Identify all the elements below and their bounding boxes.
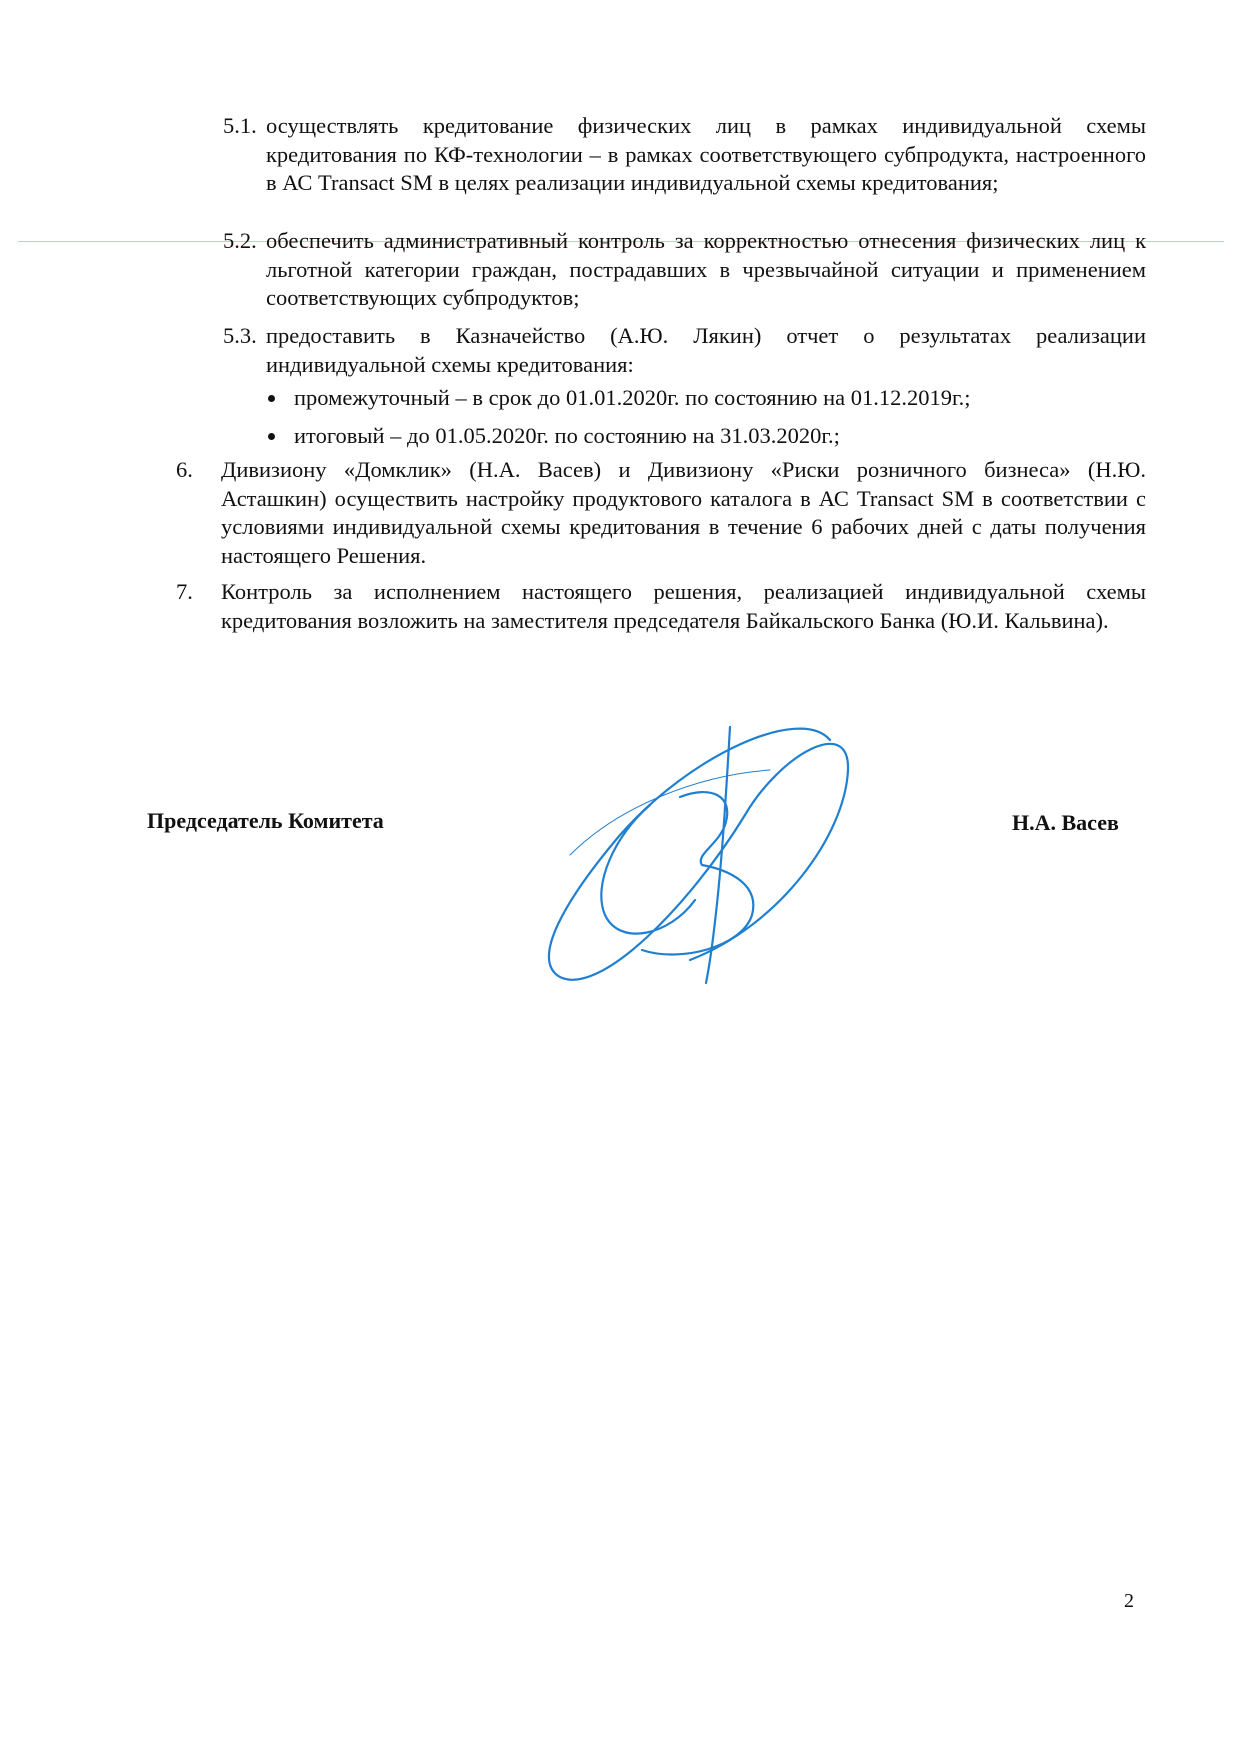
item-number: 5.2. xyxy=(223,228,257,253)
handwritten-signature-icon xyxy=(530,715,860,990)
bullet-icon xyxy=(268,433,275,440)
signer-name: Н.А. Васев xyxy=(1012,810,1119,835)
item-number: 5.1. xyxy=(223,113,257,138)
item-text: Дивизиону «Домклик» (Н.А. Васев) и Дивизиону «Риски розничного бизнеса» (Н.Ю. Асташкин) осуществить настройку продуктового каталога в АС Transact SM в соответствии с условиями индивидуальной схемы кредитования в течение 6 рабочих дней с даты получения настоящего Решения. xyxy=(221,457,1146,568)
item-text: обеспечить административный контроль за корректностью отнесения физических лиц к льготной категории граждан, пострадавших в чрезвычайной ситуации и применением соответствующих субпродуктов; xyxy=(266,228,1146,311)
page-number: 2 xyxy=(1124,1590,1134,1612)
signer-title: Председатель Комитета xyxy=(147,808,384,833)
item-number: 6. xyxy=(176,457,193,482)
bullet-icon xyxy=(268,395,275,402)
bullet-item: итоговый – до 01.05.2020г. по состоянию на 31.03.2020г.; xyxy=(294,423,840,448)
bullet-item: промежуточный – в срок до 01.01.2020г. по состоянию на 01.12.2019г.; xyxy=(294,385,971,410)
item-text: осуществлять кредитование физических лиц в рамках индивидуальной схемы кредитования по КФ-технологии – в рамках соответствующего субпродукта, настроенного в АС Transact SM в целях реализации индивидуальной схемы кредитования; xyxy=(266,113,1146,196)
item-text: предоставить в Казначейство (А.Ю. Лякин) отчет о результатах реализации индивидуальной схемы кредитования: xyxy=(266,323,1146,377)
item-number: 5.3. xyxy=(223,323,257,348)
item-text: Контроль за исполнением настоящего решения, реализацией индивидуальной схемы кредитования возложить на заместителя председателя Байкальского Банка (Ю.И. Кальвина). xyxy=(221,579,1146,633)
item-number: 7. xyxy=(176,579,193,604)
